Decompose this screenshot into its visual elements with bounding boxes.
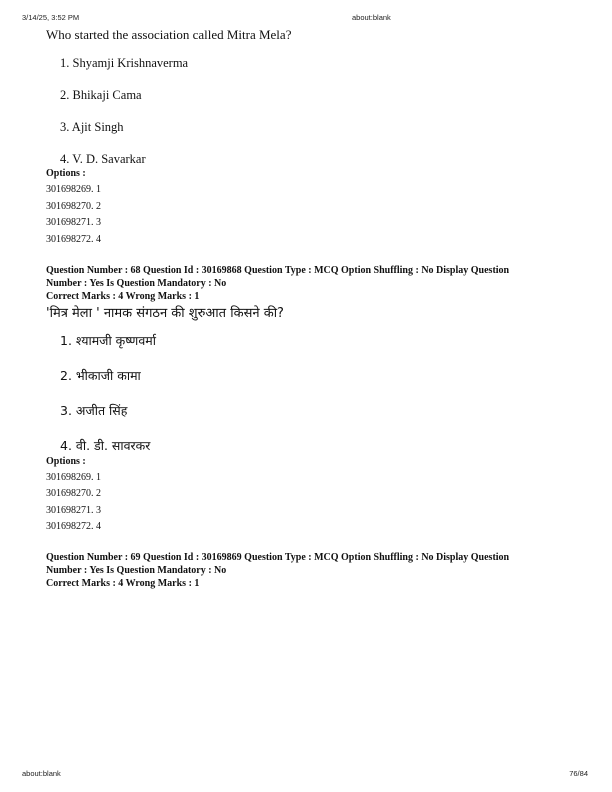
question-marks: Correct Marks : 4 Wrong Marks : 1 bbox=[46, 578, 200, 589]
options-heading: Options : bbox=[46, 168, 86, 179]
document-content bbox=[46, 27, 566, 590]
question-meta-line: Question Number : 68 Question Id : 30169868 Question Type : MCQ Option Shuffling : No Display Question bbox=[46, 264, 510, 276]
page-number: 76/84 bbox=[569, 769, 588, 778]
option-id: 301698271. 3 bbox=[46, 504, 101, 516]
option-id: 301698270. 2 bbox=[46, 200, 101, 212]
answer-choice: 2. Bhikaji Cama bbox=[60, 88, 142, 102]
answer-choice: 2. भीकाजी कामा bbox=[60, 367, 141, 383]
print-url: about:blank bbox=[22, 769, 61, 778]
question-block-69 bbox=[46, 551, 566, 590]
option-id: 301698271. 3 bbox=[46, 217, 101, 228]
option-id: 301698269. 1 bbox=[46, 471, 101, 483]
option-id: 301698269. 1 bbox=[46, 184, 101, 195]
answer-choice: 4. V. D. Savarkar bbox=[60, 152, 146, 166]
question-text: Who started the association called Mitra Mela? bbox=[46, 27, 292, 42]
question-meta-line: Question Number : 69 Question Id : 30169869 Question Type : MCQ Option Shuffling : No Display Question bbox=[46, 552, 510, 563]
answer-choice: 1. श्यामजी कृष्णवर्मा bbox=[60, 332, 156, 348]
answer-choice: 3. अजीत सिंह bbox=[60, 402, 128, 418]
option-id-list bbox=[46, 184, 566, 246]
print-header bbox=[22, 13, 590, 25]
option-id: 301698270. 2 bbox=[46, 488, 101, 499]
option-id: 301698272. 4 bbox=[46, 233, 101, 245]
question-marks: Correct Marks : 4 Wrong Marks : 1 bbox=[46, 290, 200, 302]
question-block-english bbox=[46, 27, 566, 246]
answer-choice: 3. Ajit Singh bbox=[60, 120, 124, 134]
question-meta-line: Number : Yes Is Question Mandatory : No bbox=[46, 565, 227, 576]
question-text: 'मित्र मेला ' नामक संगठन की शुरुआत किसने की? bbox=[46, 305, 284, 321]
options-heading: Options : bbox=[46, 455, 86, 467]
answer-choices bbox=[46, 55, 566, 167]
question-meta-line: Number : Yes Is Question Mandatory : No bbox=[46, 277, 227, 289]
answer-choices bbox=[46, 332, 566, 455]
print-footer bbox=[22, 769, 590, 781]
answer-choice: 4. वी. डी. सावरकर bbox=[60, 437, 151, 453]
question-block-68 bbox=[46, 264, 566, 534]
answer-choice: 1. Shyamji Krishnaverma bbox=[60, 56, 189, 70]
print-page-title: about:blank bbox=[352, 13, 391, 22]
option-id: 301698272. 4 bbox=[46, 521, 101, 532]
print-datetime: 3/14/25, 3:52 PM bbox=[22, 13, 80, 22]
option-id-list bbox=[46, 472, 566, 534]
